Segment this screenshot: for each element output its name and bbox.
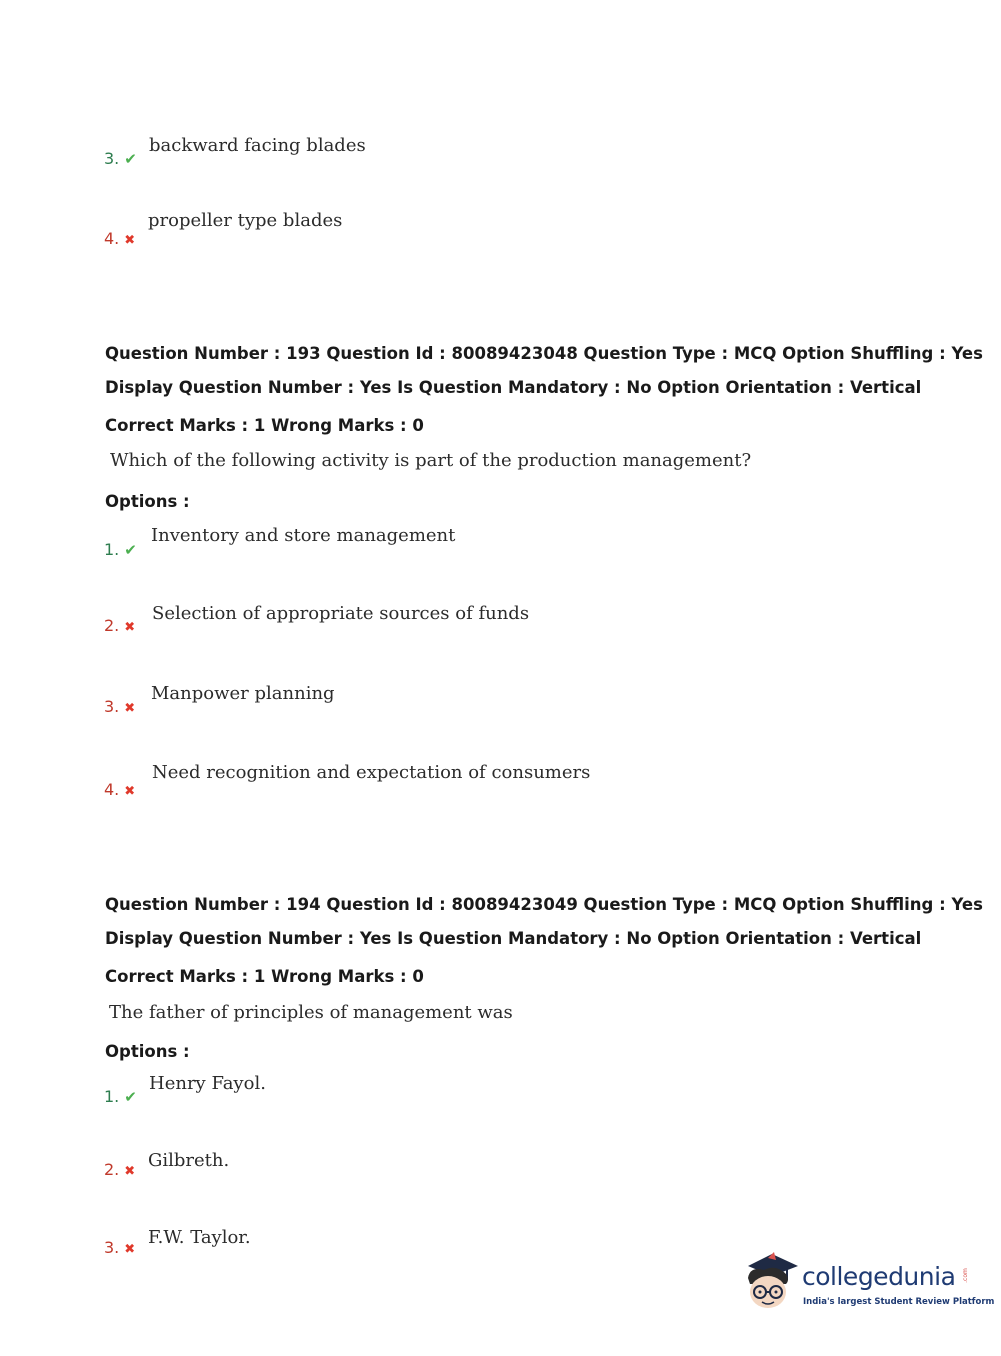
option-number-label: 2. xyxy=(104,1160,120,1179)
option-number xyxy=(104,616,135,635)
option-text: Need recognition and expectation of consumers xyxy=(152,762,591,783)
option-text: backward facing blades xyxy=(149,135,366,156)
question-text: Which of the following activity is part of the production management? xyxy=(110,450,752,471)
check-icon: ✔ xyxy=(124,541,137,559)
cross-icon: ✖ xyxy=(124,1164,136,1179)
option-number-label: 1. xyxy=(104,540,120,559)
option-number-label: 4. xyxy=(104,229,120,248)
option-number xyxy=(104,697,135,716)
question-marks: Correct Marks : 1 Wrong Marks : 0 xyxy=(105,416,424,435)
option-number-label: 1. xyxy=(104,1087,120,1106)
question-marks: Correct Marks : 1 Wrong Marks : 0 xyxy=(105,967,424,986)
option-text: Selection of appropriate sources of funds xyxy=(152,603,530,624)
cross-icon: ✖ xyxy=(124,701,136,716)
cross-icon: ✖ xyxy=(124,1242,136,1257)
question-meta: Display Question Number : Yes Is Question Mandatory : No Option Orientation : Vertical xyxy=(105,378,922,397)
check-icon: ✔ xyxy=(124,1088,137,1106)
cross-icon: ✖ xyxy=(124,233,136,248)
option-number xyxy=(104,1238,135,1257)
option-number-label: 4. xyxy=(104,780,120,799)
question-text: The father of principles of management was xyxy=(109,1002,513,1023)
option-number xyxy=(104,149,137,168)
option-number-label: 2. xyxy=(104,616,120,635)
cross-icon: ✖ xyxy=(124,620,136,635)
collegedunia-logo xyxy=(742,1250,995,1320)
check-icon: ✔ xyxy=(124,150,137,168)
option-number-label: 3. xyxy=(104,697,120,716)
option-number xyxy=(104,1160,135,1179)
option-text: propeller type blades xyxy=(148,210,343,231)
option-number xyxy=(104,1087,137,1106)
question-meta: Question Number : 193 Question Id : 80089423048 Question Type : MCQ Option Shuffling : Yes xyxy=(105,344,983,363)
options-label: Options : xyxy=(105,492,190,511)
logo-wordmark: collegedunia xyxy=(802,1262,956,1291)
options-label: Options : xyxy=(105,1042,190,1061)
question-meta: Display Question Number : Yes Is Question Mandatory : No Option Orientation : Vertical xyxy=(105,929,922,948)
option-number xyxy=(104,780,135,799)
option-text: Inventory and store management xyxy=(151,525,456,546)
logo-suffix: .com xyxy=(961,1268,969,1283)
question-meta: Question Number : 194 Question Id : 80089423049 Question Type : MCQ Option Shuffling : Yes xyxy=(105,895,983,914)
option-text: F.W. Taylor. xyxy=(148,1227,251,1248)
option-text: Henry Fayol. xyxy=(149,1073,266,1094)
option-text: Manpower planning xyxy=(151,683,335,704)
mascot-icon xyxy=(742,1250,800,1316)
option-number xyxy=(104,540,137,559)
option-number-label: 3. xyxy=(104,149,120,168)
cross-icon: ✖ xyxy=(124,784,136,799)
option-text: Gilbreth. xyxy=(148,1150,230,1171)
logo-tagline: India's largest Student Review Platform xyxy=(803,1297,995,1307)
option-number xyxy=(104,229,135,248)
option-number-label: 3. xyxy=(104,1238,120,1257)
